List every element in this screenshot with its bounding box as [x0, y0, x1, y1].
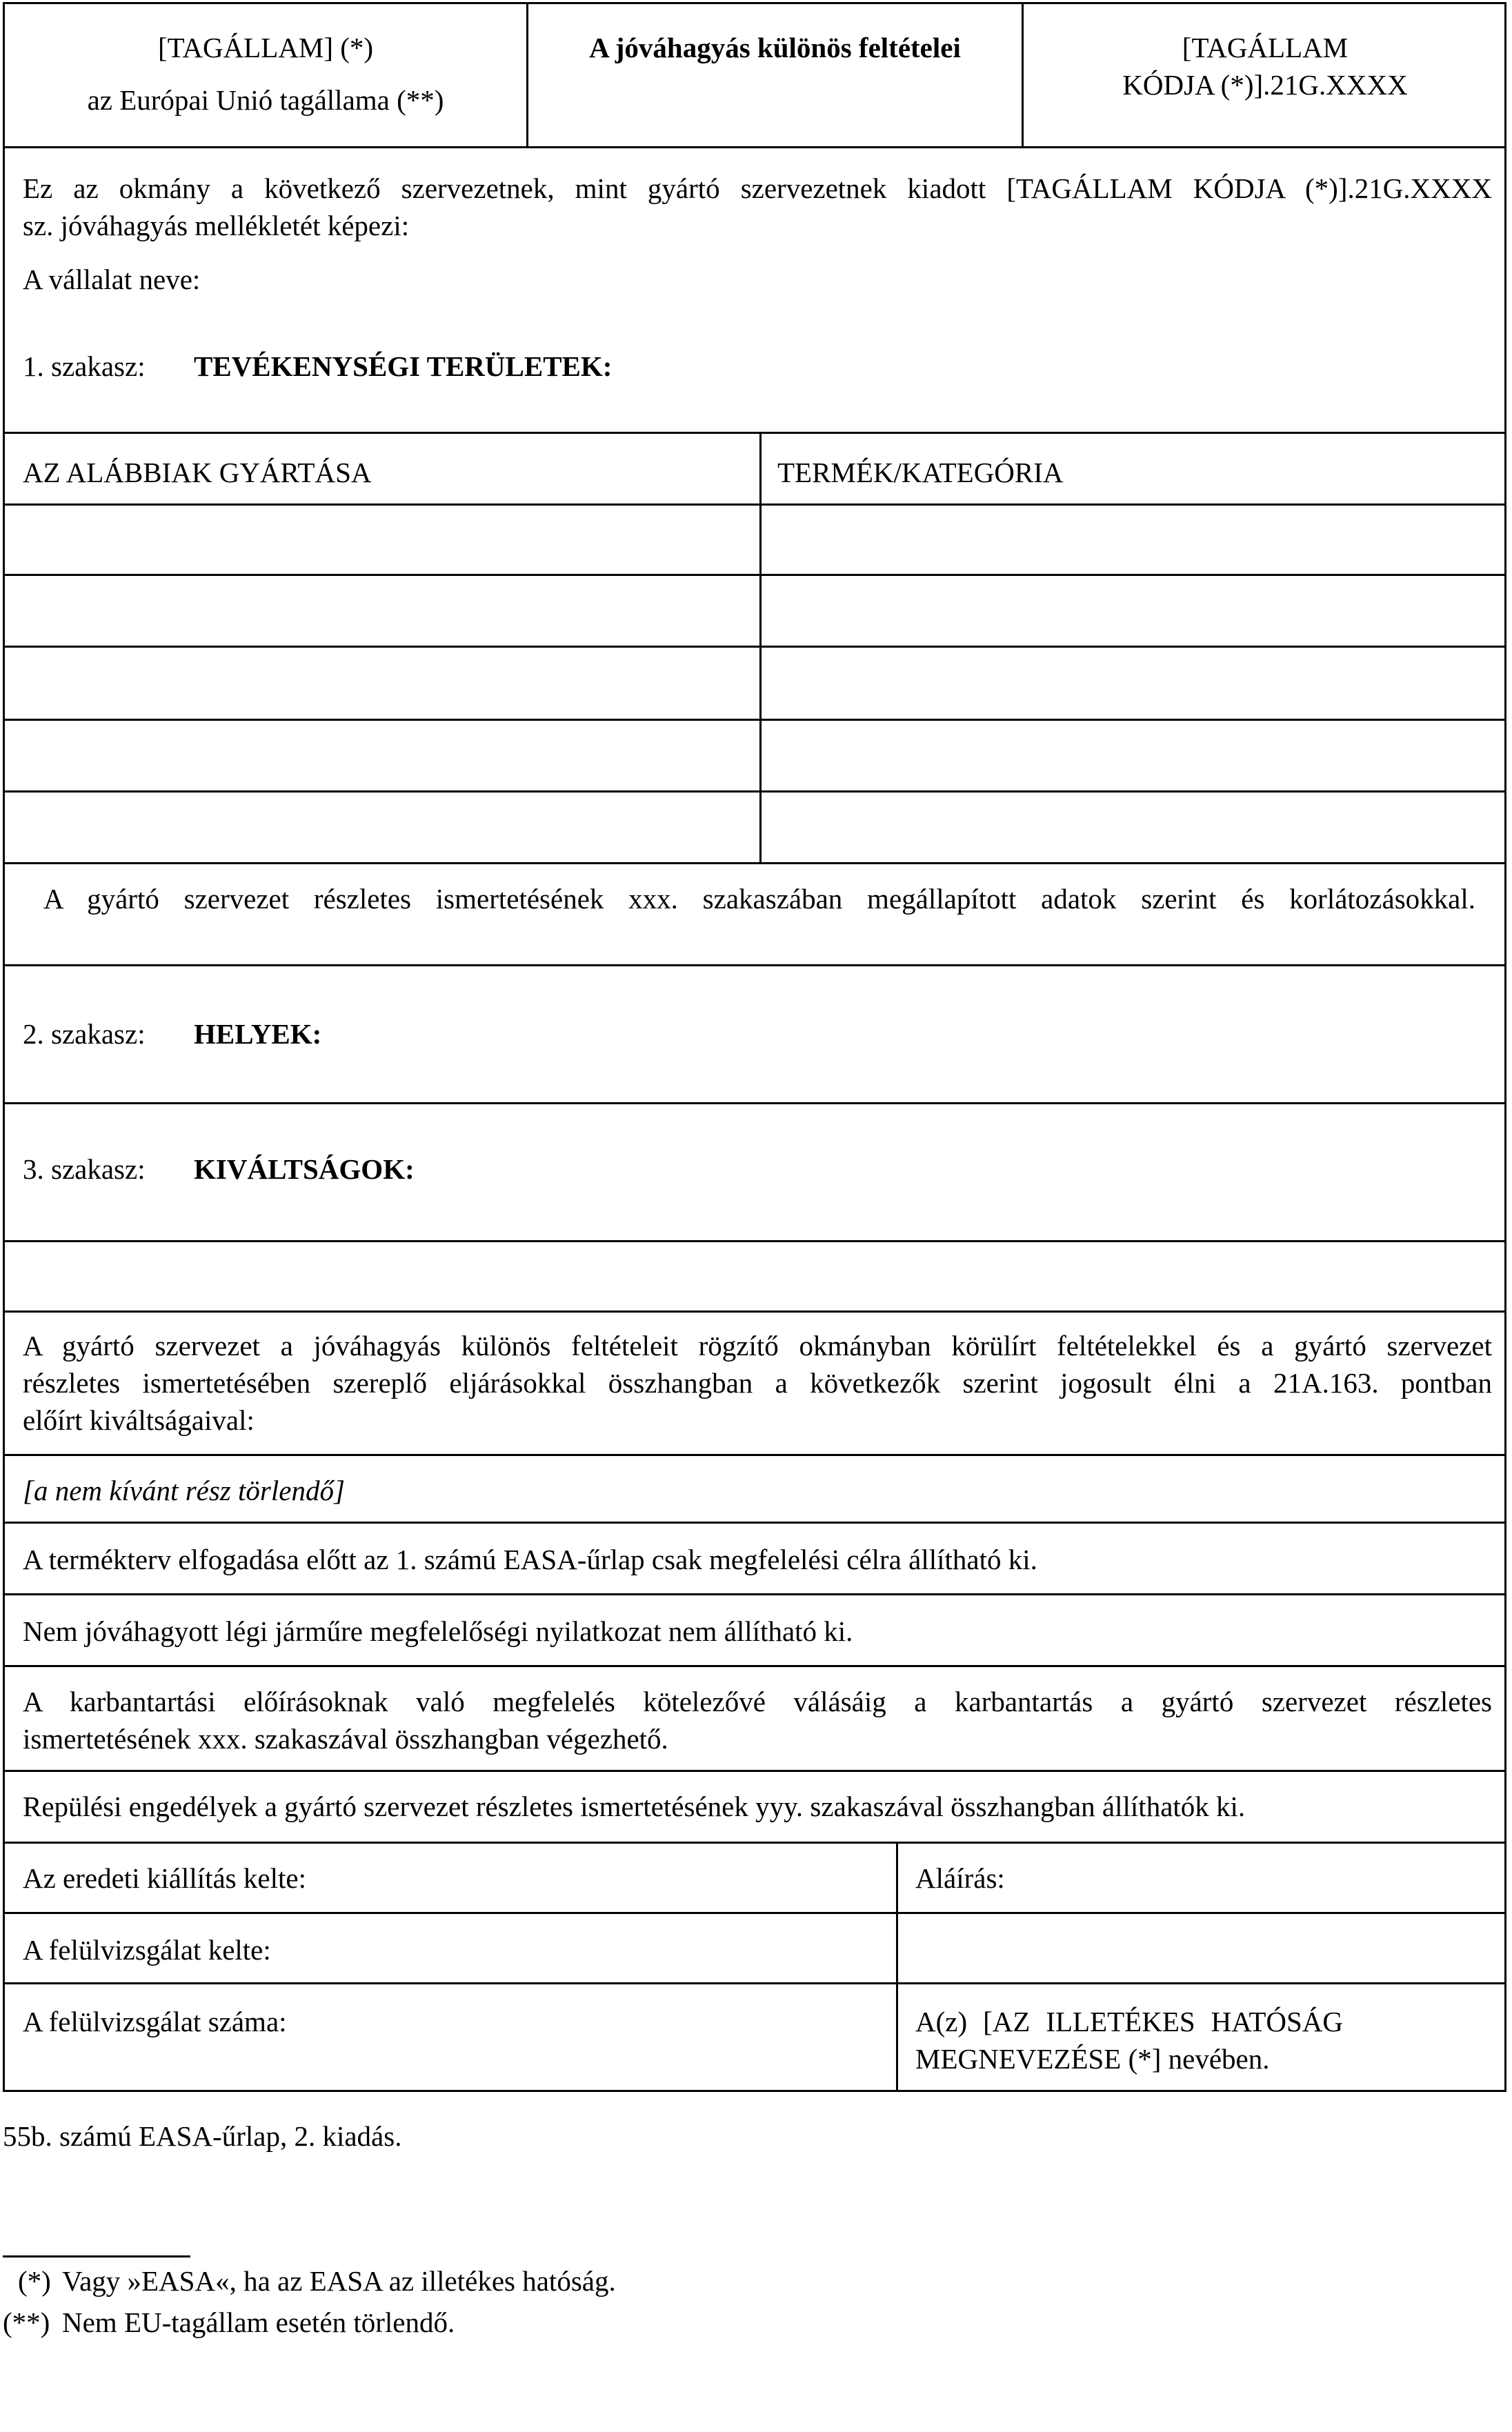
rule-blank — [5, 1310, 1504, 1313]
rule-row4 — [5, 790, 1504, 793]
column-header-product-category: TERMÉK/KATEGÓRIA — [777, 457, 1064, 488]
footnote-2-mark: (**) — [3, 2306, 50, 2338]
rule-item2 — [5, 1665, 1504, 1667]
issue-date-label: Az eredeti kiállítás kelte: — [23, 1862, 306, 1894]
intro-text-line2: sz. jóváhagyás mellékletét képezi: — [23, 210, 410, 241]
section2-number: 2. szakasz: — [23, 1018, 146, 1050]
privileges-paragraph-line3: előírt kiváltságaival: — [23, 1404, 255, 1436]
member-state-label: [TAGÁLLAM] (*) — [157, 32, 374, 63]
authority-line2: MEGNEVEZÉSE (*] nevében. — [915, 2043, 1270, 2075]
rule-row2 — [5, 646, 1504, 648]
revision-number-label: A felülvizsgálat száma: — [23, 2006, 287, 2037]
company-name-label: A vállalat neve: — [23, 263, 201, 295]
privilege-item-2: Nem jóváhagyott légi járműre megfelelőségi nyilatkozat nem állítható ki. — [23, 1615, 853, 1647]
signature-divider — [896, 1842, 898, 2090]
rule-note — [5, 964, 1504, 966]
state-code-label-line1: [TAGÁLLAM — [1182, 32, 1349, 63]
approval-conditions-form — [3, 2, 1506, 2092]
rule-header — [5, 146, 1504, 148]
rule-sig1 — [5, 1912, 1504, 1914]
state-code-label-line2: KÓDJA (*)].21G.XXXX — [1122, 69, 1408, 101]
rule-section2 — [5, 1102, 1504, 1104]
footnote-1-text: Vagy »EASA«, ha az EASA az illetékes hatóság. — [62, 2265, 616, 2297]
delete-instruction: [a nem kívánt rész törlendő] — [23, 1475, 345, 1506]
footnote-1-mark: (*) — [18, 2265, 51, 2297]
privileges-paragraph-line1: A gyártó szervezet a jóváhagyás különös feltételeit rögzítő okmányban körülírt feltételekkel és a gyártó szervezet — [23, 1330, 1492, 1362]
footnote-separator — [3, 2255, 190, 2257]
rule-para — [5, 1454, 1504, 1456]
signature-label: Aláírás: — [915, 1862, 1005, 1894]
section1-number: 1. szakasz: — [23, 350, 146, 382]
column-header-manufacturing: AZ ALÁBBIAK GYÁRTÁSA — [23, 457, 372, 488]
section1-title: TEVÉKENYSÉGI TERÜLETEK: — [194, 350, 613, 382]
rule-item1 — [5, 1593, 1504, 1595]
rule-item3 — [5, 1770, 1504, 1772]
eu-member-label: az Európai Unió tagállama (**) — [87, 84, 444, 116]
privilege-item-3-line1: A karbantartási előírásoknak való megfelelés kötelezővé válásáig a karbantartás a gyártó szervezet részletes — [23, 1686, 1492, 1717]
section2-title: HELYEK: — [194, 1018, 322, 1050]
section3-title: KIVÁLTSÁGOK: — [194, 1153, 415, 1185]
header-divider-left — [526, 4, 528, 146]
section3-number: 3. szakasz: — [23, 1153, 146, 1185]
page-title: A jóváhagyás különös feltételei — [589, 32, 961, 63]
rule-item4 — [5, 1842, 1504, 1844]
privilege-item-1: A termékterv elfogadása előtt az 1. számú EASA-űrlap csak megfelelési célra állítható ki. — [23, 1544, 1037, 1575]
rule-row3 — [5, 719, 1504, 721]
authority-line1: A(z) [AZ ILLETÉKES HATÓSÁG — [915, 2006, 1343, 2037]
privilege-item-3-line2: ismertetésének xxx. szakaszával összhangban végezhető. — [23, 1723, 668, 1755]
section1-note: A gyártó szervezet részletes ismertetésének xxx. szakaszában megállapított adatok szerint és korlátozásokkal. — [43, 883, 1475, 915]
rule-columns — [5, 504, 1504, 506]
footnote-2-text: Nem EU-tagállam esetén törlendő. — [62, 2306, 455, 2338]
rule-delete-note — [5, 1522, 1504, 1524]
privilege-item-4: Repülési engedélyek a gyártó szervezet részletes ismertetésének yyy. szakaszával összhangban állíthatók ki. — [23, 1791, 1246, 1822]
rule-section1 — [5, 432, 1504, 434]
form-identifier: 55b. számú EASA-űrlap, 2. kiadás. — [3, 2120, 402, 2152]
revision-date-label: A felülvizsgálat kelte: — [23, 1934, 271, 1966]
rule-sig2 — [5, 1982, 1504, 1984]
privileges-paragraph-line2: részletes ismertetésében szereplő eljárásokkal összhangban a következők szerint jogosult élni a 21A.163. pontban — [23, 1367, 1492, 1399]
intro-text-line1: Ez az okmány a következő szervezetnek, mint gyártó szervezetnek kiadott [TAGÁLLAM KÓDJA (*)].21G.XXXX — [23, 172, 1492, 204]
rule-row1 — [5, 574, 1504, 576]
rule-section3 — [5, 1240, 1504, 1242]
rule-row5 — [5, 862, 1504, 864]
